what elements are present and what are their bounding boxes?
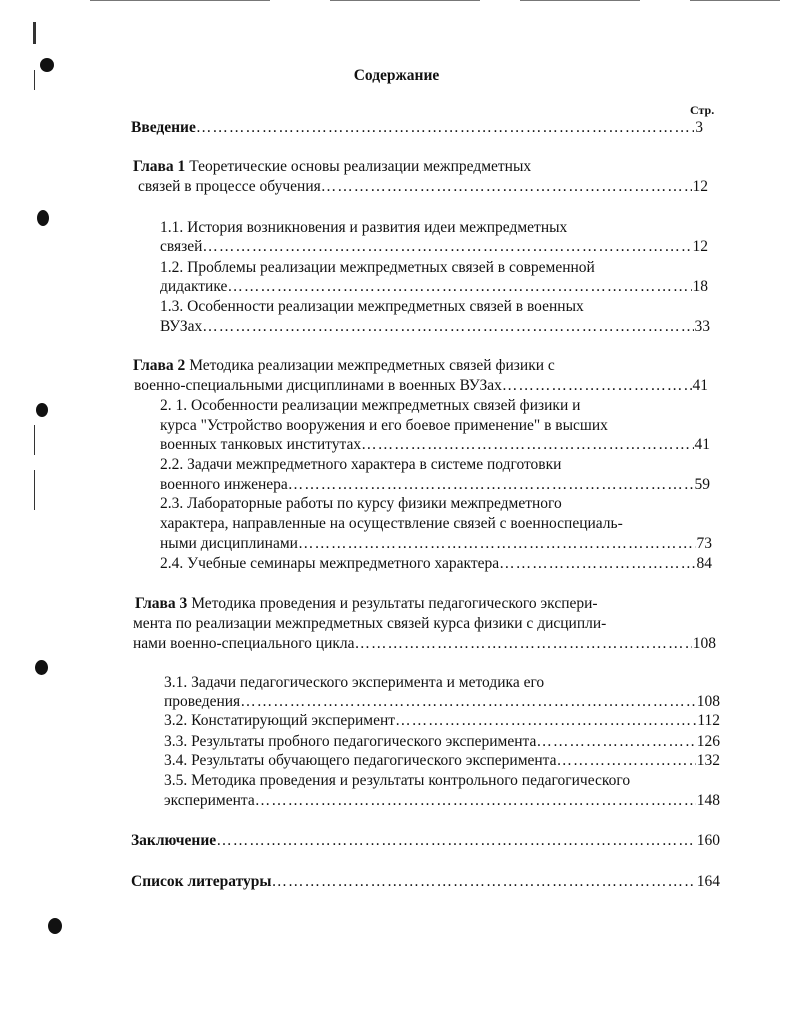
- section-title: 3.3. Результаты пробного педагогического эксперимента: [164, 733, 537, 750]
- leader-dots: [502, 376, 692, 396]
- toc-section-2-4[interactable]: [160, 554, 712, 574]
- chapter-title: Методика проведения и результаты педагогического экспери-: [191, 595, 598, 612]
- leader-dots: [202, 317, 693, 337]
- toc-section-2-3[interactable]: 2.3. Лабораторные работы по курсу физики межпредметного: [160, 495, 562, 512]
- toc-section-2-1-cont: курса "Устройство вооружения и его боевое применение" в высших: [160, 417, 608, 434]
- toc-page-number: 160: [696, 832, 720, 849]
- toc-page-number: 12: [692, 178, 708, 195]
- toc-page-number: 112: [697, 712, 720, 729]
- binder-hole: [36, 403, 48, 417]
- binder-hole: [37, 210, 49, 226]
- toc-section-2-1-cont2[interactable]: [160, 435, 710, 455]
- leader-dots: [536, 732, 695, 752]
- toc-chapter-1-line1[interactable]: [133, 157, 531, 177]
- chapter-title: Методика реализации межпредметных связей физики с: [189, 357, 555, 374]
- toc-section-2-1[interactable]: 2. 1. Особенности реализации межпредметных связей физики и: [160, 397, 581, 414]
- toc-section-1-1-cont[interactable]: [160, 237, 708, 257]
- leader-dots: [271, 872, 695, 892]
- page-column-label: Стр.: [690, 103, 715, 117]
- toc-section-2-3-cont2[interactable]: [160, 534, 712, 554]
- leader-dots: [240, 692, 696, 712]
- section-title-cont: ными дисциплинами: [160, 535, 298, 552]
- page-title: Содержание: [353, 67, 440, 84]
- toc-chapter-2-line2[interactable]: [134, 376, 708, 396]
- chapter-label: Глава 2: [133, 357, 186, 374]
- toc-page-number: 108: [692, 635, 716, 652]
- toc-entry-label: Введение: [131, 119, 196, 136]
- toc-section-3-1-cont[interactable]: [164, 692, 720, 712]
- toc-section-2-2[interactable]: 2.2. Задачи межпредметного характера в системе подготовки: [160, 456, 562, 473]
- leader-dots: [255, 791, 696, 811]
- leader-dots: [202, 237, 691, 257]
- chapter-title-cont: военно-специальными дисциплинами в военных ВУЗах: [134, 377, 502, 394]
- toc-page-number: 164: [696, 873, 720, 890]
- toc-page-number: 41: [694, 436, 710, 453]
- leader-dots: [216, 831, 696, 851]
- toc-page-number: 41: [692, 377, 708, 394]
- toc-section-3-1[interactable]: 3.1. Задачи педагогического эксперимента и методика его: [164, 674, 545, 691]
- toc-entry-conclusion[interactable]: [131, 831, 720, 851]
- toc-entry-references[interactable]: [131, 872, 720, 892]
- section-title-cont: проведения: [164, 693, 241, 710]
- toc-section-2-3-cont: характера, направленные на осуществление связей с военноспециаль-: [160, 515, 623, 532]
- leader-dots: [499, 554, 695, 574]
- leader-dots: [298, 534, 696, 554]
- section-title-cont: дидактике: [160, 278, 228, 295]
- toc-section-3-4[interactable]: [164, 751, 720, 771]
- section-title-cont: ВУЗах: [160, 318, 203, 335]
- chapter-label: Глава 3: [135, 595, 188, 612]
- toc-page-number: 59: [694, 476, 710, 493]
- scan-edge-line: [330, 0, 480, 1]
- toc-page-number: 132: [696, 752, 720, 769]
- leader-dots: [196, 118, 694, 138]
- leader-dots: [227, 277, 691, 297]
- toc-section-1-3[interactable]: 1.3. Особенности реализации межпредметных связей в военных: [160, 298, 584, 315]
- section-title-cont: эксперимента: [164, 792, 255, 809]
- leader-dots: [321, 177, 692, 197]
- chapter-label: Глава 1: [133, 158, 186, 175]
- toc-entry-intro[interactable]: [131, 118, 703, 138]
- toc-section-1-2-cont[interactable]: [160, 277, 708, 297]
- toc-section-3-5-cont[interactable]: [164, 791, 720, 811]
- scan-artifact: [34, 470, 35, 510]
- chapter-title-cont: нами военно-специального цикла: [133, 635, 355, 652]
- section-title-cont: военного инженера: [160, 476, 288, 493]
- leader-dots: [557, 751, 696, 771]
- toc-entry-label: Список литературы: [131, 873, 272, 890]
- binder-hole: [35, 660, 48, 675]
- toc-section-3-2[interactable]: [164, 711, 720, 731]
- toc-chapter-3-line2: мента по реализации межпредметных связей курса физики с дисципли-: [133, 615, 607, 632]
- section-title: 3.2. Констатирующий эксперимент: [164, 712, 396, 729]
- toc-page-number: 3: [695, 119, 703, 136]
- toc-section-3-5[interactable]: 3.5. Методика проведения и результаты контрольного педагогического: [164, 772, 631, 789]
- toc-section-1-3-cont[interactable]: [160, 317, 710, 337]
- toc-page-number: 148: [696, 792, 720, 809]
- toc-page-number: 73: [696, 535, 712, 552]
- section-title: 3.4. Результаты обучающего педагогического эксперимента: [164, 752, 557, 769]
- toc-page-number: 18: [692, 278, 708, 295]
- scan-edge-line: [520, 0, 640, 1]
- toc-entry-label: Заключение: [131, 832, 217, 849]
- toc-page-number: 84: [696, 555, 712, 572]
- leader-dots: [355, 634, 692, 654]
- toc-chapter-1-line2[interactable]: [138, 177, 708, 197]
- toc-chapter-3-line1[interactable]: [135, 594, 598, 614]
- scan-edge-line: [690, 0, 780, 1]
- toc-section-2-2-cont[interactable]: [160, 475, 710, 495]
- toc-page-number: 12: [692, 238, 708, 255]
- leader-dots: [395, 711, 696, 731]
- chapter-title-cont: связей в процессе обучения: [138, 178, 321, 195]
- toc-section-1-2[interactable]: 1.2. Проблемы реализации межпредметных связей в современной: [160, 259, 595, 276]
- scan-artifact: [34, 425, 35, 455]
- section-title-cont: военных танковых институтах: [160, 436, 362, 453]
- toc-page-number: 108: [696, 693, 720, 710]
- toc-section-1-1[interactable]: 1.1. История возникновения и развития идеи межпредметных: [160, 219, 568, 236]
- section-title-cont: связей: [160, 238, 203, 255]
- toc-chapter-2-line1[interactable]: [133, 356, 555, 376]
- scan-edge-line: [90, 0, 270, 1]
- leader-dots: [361, 435, 693, 455]
- toc-chapter-3-line3[interactable]: [133, 634, 716, 654]
- toc-section-3-3[interactable]: [164, 732, 720, 752]
- chapter-title: Теоретические основы реализации межпредметных: [189, 158, 532, 175]
- toc-page-number: 33: [694, 318, 710, 335]
- leader-dots: [288, 475, 694, 495]
- scan-artifact: [33, 22, 36, 44]
- toc-page-number: 126: [696, 733, 720, 750]
- section-title: 2.4. Учебные семинары межпредметного характера: [160, 555, 500, 572]
- binder-hole: [48, 918, 62, 934]
